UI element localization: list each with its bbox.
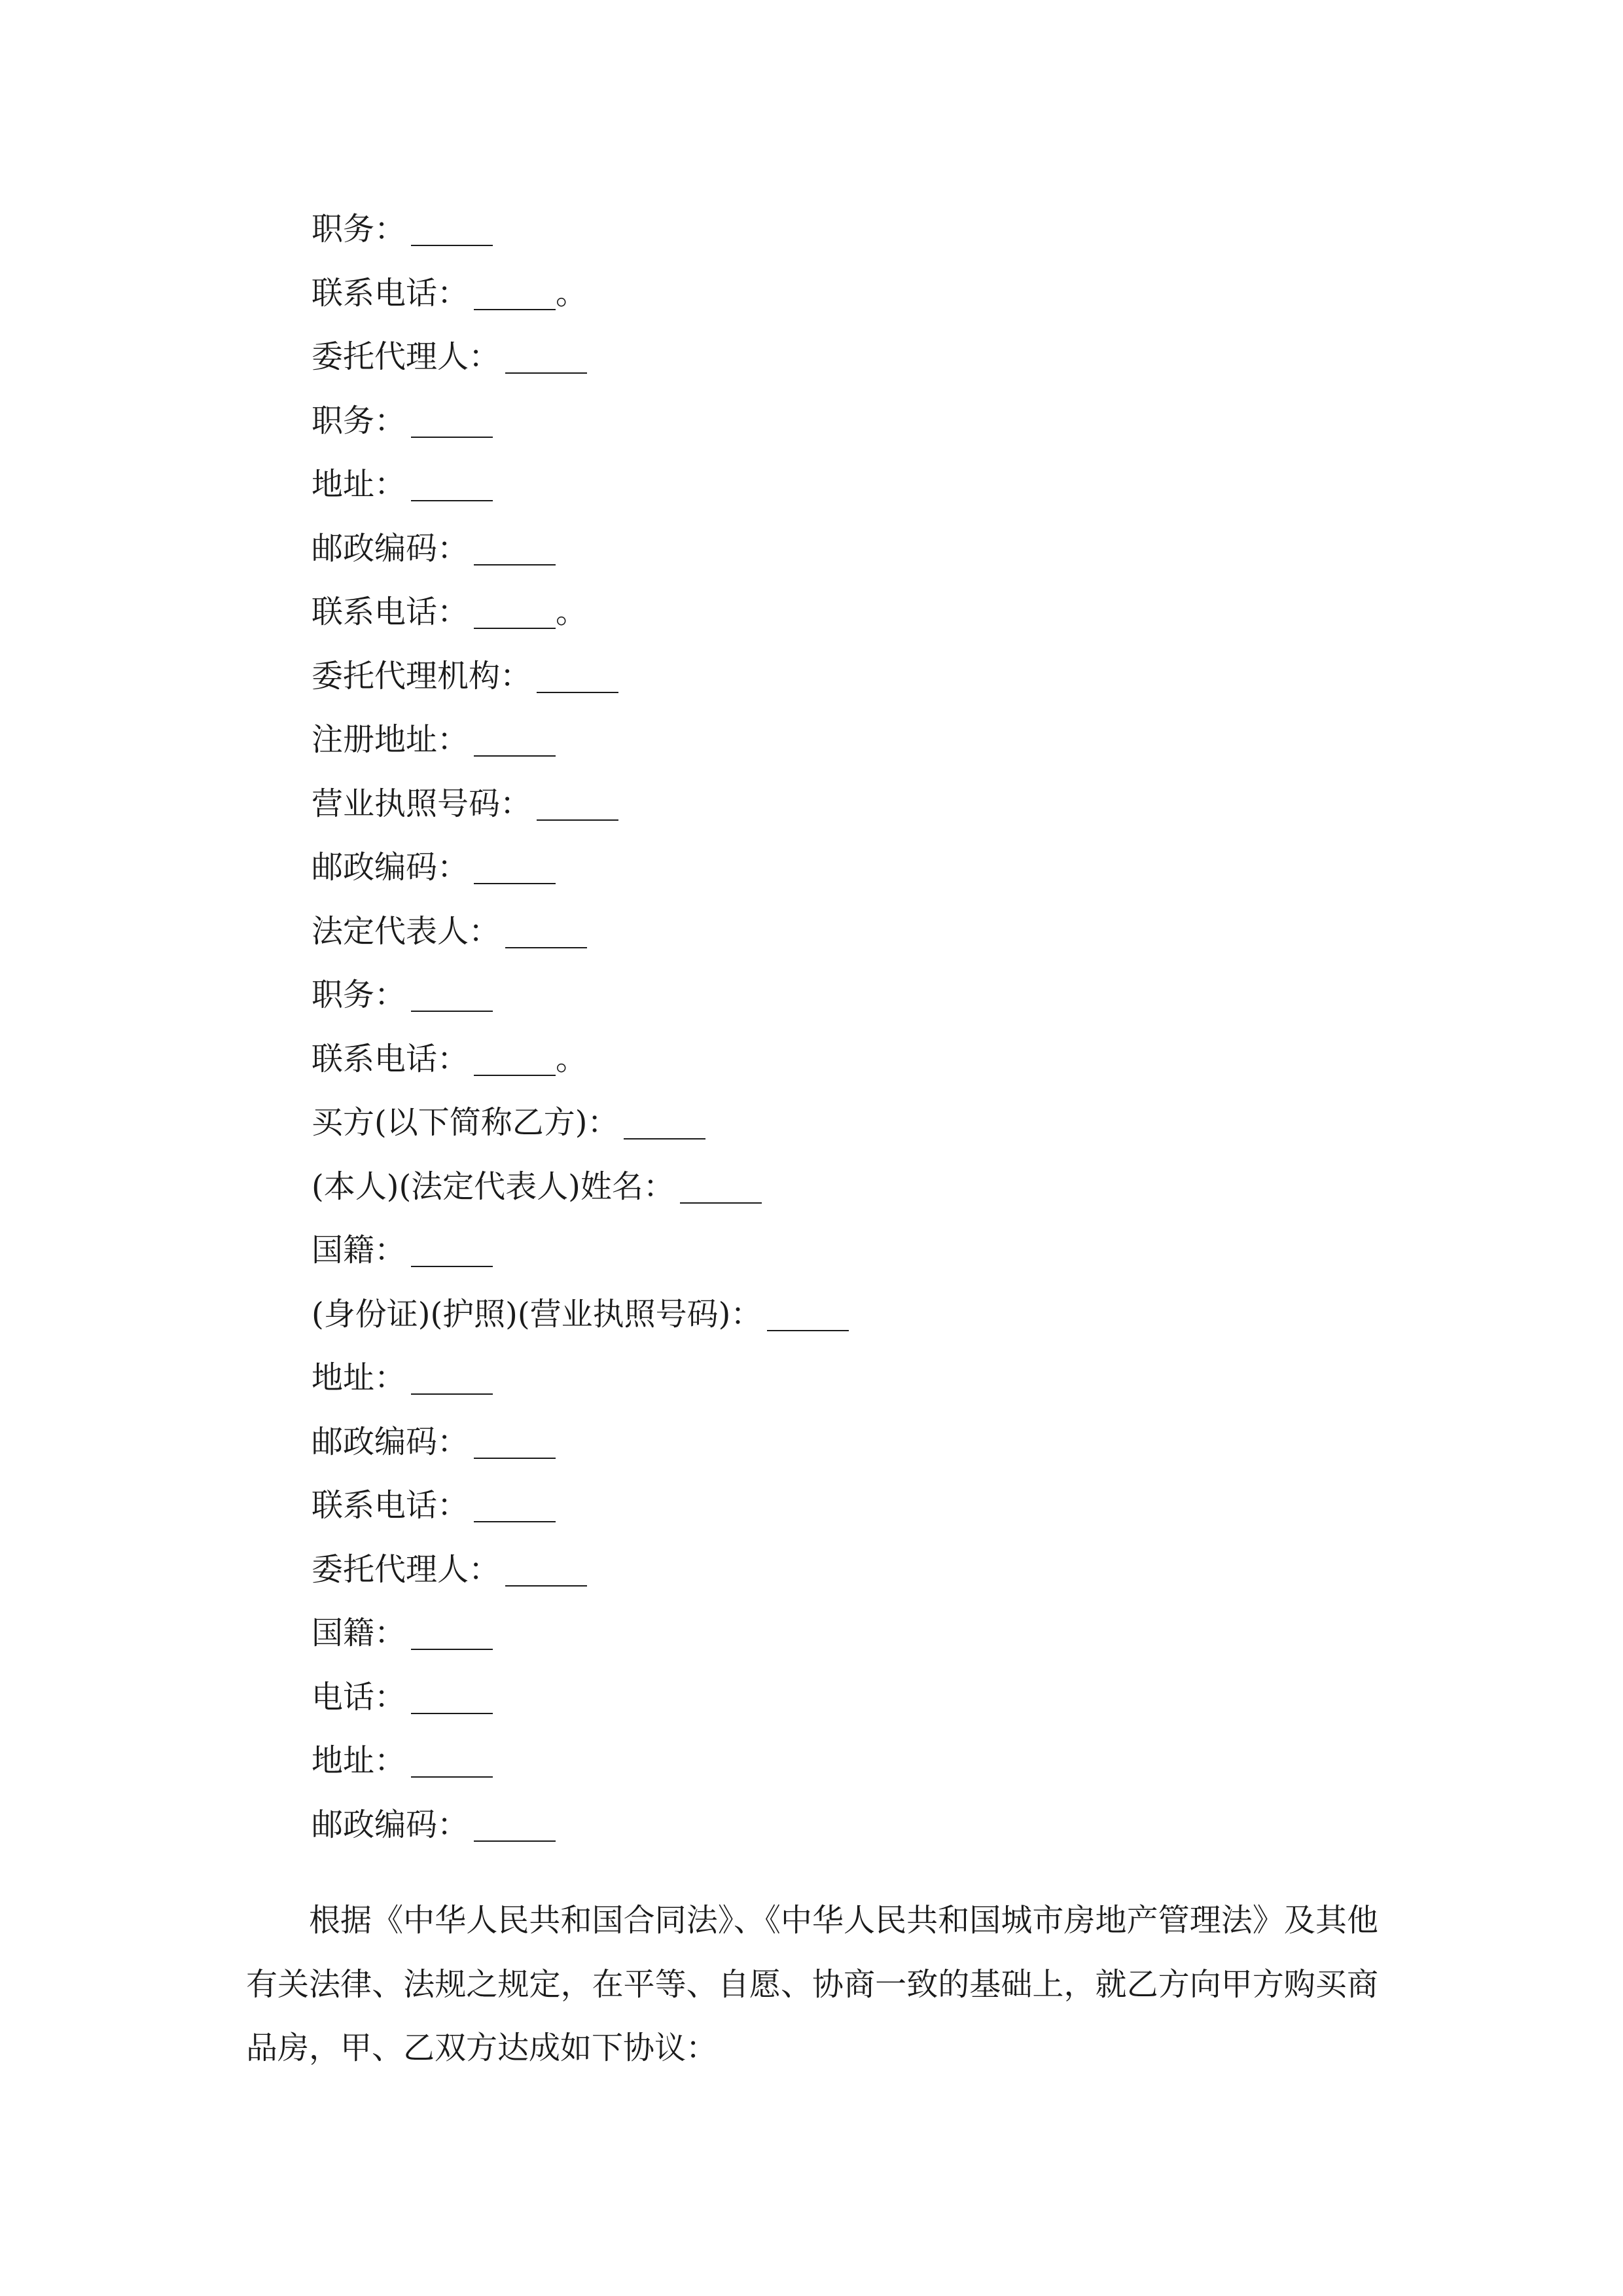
fill-in-blank	[411, 245, 493, 246]
form-field-line	[312, 1799, 556, 1851]
form-field-line	[312, 586, 587, 638]
field-label: 邮政编码：	[312, 1806, 469, 1843]
form-field-line	[312, 841, 556, 893]
field-label: 营业执照号码：	[312, 785, 532, 822]
field-label: 职务：	[312, 977, 406, 1013]
form-field-line	[312, 1352, 493, 1404]
fill-in-blank	[474, 1075, 556, 1076]
field-label: 国籍：	[312, 1615, 406, 1651]
form-field-line	[312, 395, 493, 447]
fill-in-blank	[411, 437, 493, 438]
form-field-line	[312, 1033, 587, 1085]
field-label: 邮政编码：	[312, 849, 469, 886]
fill-in-blank	[505, 1585, 587, 1587]
form-field-line	[312, 1416, 556, 1468]
field-label: 邮政编码：	[312, 529, 469, 567]
fill-in-blank	[411, 1393, 493, 1395]
field-label: 邮政编码：	[312, 1423, 469, 1460]
fill-in-blank	[411, 1266, 493, 1267]
field-label: 联系电话：	[312, 594, 469, 630]
form-field-line	[312, 1607, 493, 1659]
fill-in-blank	[505, 947, 587, 948]
fill-in-blank	[505, 372, 587, 374]
field-label: 法定代表人：	[312, 912, 501, 950]
fill-in-blank	[680, 1202, 762, 1204]
field-label: (本人)(法定代表人)姓名：	[312, 1168, 675, 1205]
form-field-line	[312, 778, 618, 830]
field-label: 地址：	[312, 1359, 406, 1396]
field-suffix: 。	[556, 1040, 588, 1077]
field-label: 联系电话：	[312, 274, 469, 312]
field-label: 职务：	[312, 402, 406, 439]
fill-in-blank	[767, 1330, 849, 1331]
form-field-line	[312, 905, 587, 958]
form-field-line	[312, 203, 493, 255]
fill-in-blank	[411, 1713, 493, 1714]
form-field-line	[312, 267, 587, 319]
fill-in-blank	[411, 1649, 493, 1650]
field-label: 地址：	[312, 466, 406, 503]
field-suffix: 。	[556, 594, 588, 630]
fill-in-blank	[474, 1840, 556, 1842]
fill-in-blank	[474, 755, 556, 757]
field-label: 委托代理人：	[312, 338, 501, 375]
form-field-line	[312, 331, 587, 383]
form-field-line	[312, 1671, 493, 1723]
fill-in-blank	[537, 819, 618, 821]
fill-in-blank	[474, 1521, 556, 1522]
form-field-line	[312, 1096, 705, 1149]
field-label: 注册地址：	[312, 721, 469, 758]
field-suffix: 。	[556, 274, 588, 312]
fill-in-blank	[411, 500, 493, 501]
field-label: 国籍：	[312, 1232, 406, 1268]
fill-in-blank	[474, 309, 556, 310]
form-field-line	[312, 1224, 493, 1276]
fill-in-blank	[624, 1138, 705, 1139]
field-label: 联系电话：	[312, 1040, 469, 1077]
form-field-line	[312, 713, 556, 766]
form-field-line	[312, 1734, 493, 1787]
field-label: (身份证)(护照)(营业执照号码)：	[312, 1295, 762, 1333]
fill-in-blank	[411, 1776, 493, 1778]
fill-in-blank	[537, 692, 618, 693]
fill-in-blank	[474, 883, 556, 884]
fill-in-blank	[474, 564, 556, 565]
field-label: 委托代理人：	[312, 1551, 501, 1588]
field-label: 职务：	[312, 211, 406, 247]
form-field-line	[312, 650, 618, 702]
form-field-line	[312, 522, 556, 575]
form-field-line	[312, 1288, 849, 1340]
field-label: 委托代理机构：	[312, 657, 532, 694]
fill-in-blank	[474, 628, 556, 629]
fill-in-blank	[411, 1011, 493, 1012]
form-field-line	[312, 1160, 762, 1213]
form-field-line	[312, 969, 493, 1021]
field-label: 电话：	[312, 1678, 406, 1715]
field-label: 联系电话：	[312, 1487, 469, 1524]
agreement-paragraph: 根据《中华人民共和国合同法》、《中华人民共和国城市房地产管理法》及其他有关法律、法规之规定，在平等、自愿、协商一致的基础上，就乙方向甲方购买商品房，甲、乙双方达成如下协议：	[246, 1902, 1378, 2066]
form-field-line	[312, 1543, 587, 1596]
form-field-line	[312, 458, 493, 511]
field-label: 买方(以下简称乙方)：	[312, 1104, 619, 1141]
form-field-line	[312, 1479, 556, 1532]
fill-in-blank	[474, 1458, 556, 1459]
field-label: 地址：	[312, 1742, 406, 1779]
